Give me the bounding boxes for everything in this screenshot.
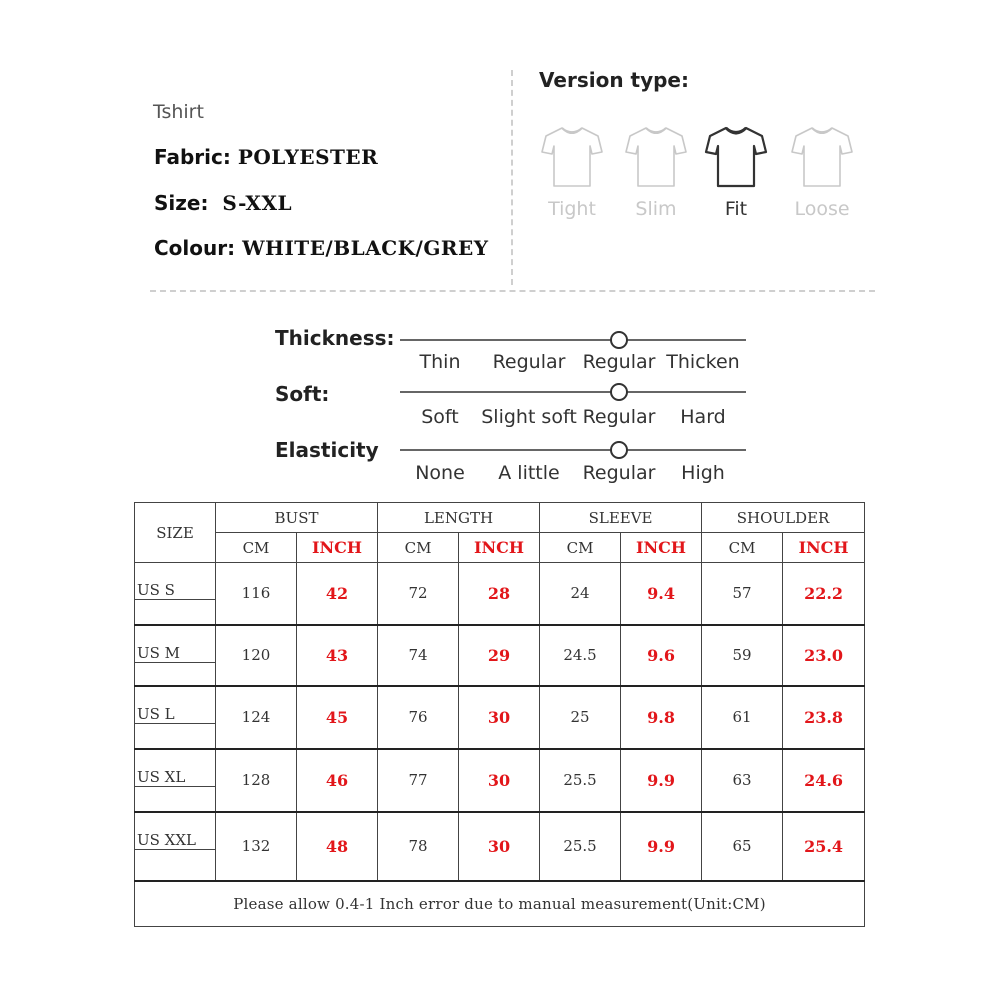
attribute-option: Slight soft (481, 406, 577, 428)
size-range-row (154, 191, 292, 215)
size-name: US XXL (137, 830, 197, 849)
inch-value-cell: 45 (297, 686, 378, 749)
size-name: US M (137, 643, 181, 662)
unit-header-row (135, 533, 865, 563)
attribute-option: Regular (582, 462, 656, 484)
version-type-title: Version type: (539, 68, 689, 92)
attribute-option: Regular (582, 406, 656, 428)
inch-value-cell: 30 (459, 686, 540, 749)
attribute-level-knob-2 (610, 441, 628, 459)
inch-value-cell: 28 (459, 563, 540, 625)
cm-value-cell: 25.5 (540, 812, 621, 881)
cm-value-cell: 57 (702, 563, 783, 625)
group-header-sleeve: SLEEVE (540, 503, 702, 533)
attribute-option: High (681, 462, 725, 484)
cm-value-cell: 63 (702, 749, 783, 812)
inch-value-cell: 46 (297, 749, 378, 812)
size-name: US XL (137, 767, 186, 786)
inch-value-cell: 30 (459, 749, 540, 812)
unit-cm-header: CM (540, 533, 621, 563)
cm-value-cell: 116 (216, 563, 297, 625)
cm-value-cell: 24.5 (540, 625, 621, 686)
size-header: SIZE (135, 503, 216, 563)
group-header-bust: BUST (216, 503, 378, 533)
attribute-track-2 (400, 449, 746, 451)
inch-value-cell: 43 (297, 625, 378, 686)
horizontal-divider (150, 290, 875, 292)
size-cell (135, 812, 216, 881)
version-label-fit: Fit (724, 198, 748, 220)
attribute-label-0: Thickness: (275, 326, 395, 350)
cm-value-cell: 124 (216, 686, 297, 749)
inch-value-cell: 23.0 (783, 625, 865, 686)
unit-cm-header: CM (702, 533, 783, 563)
measurement-note: Please allow 0.4-1 Inch error due to manual measurement(Unit:CM) (135, 881, 865, 927)
inch-value-cell: 9.8 (621, 686, 702, 749)
cm-value-cell: 120 (216, 625, 297, 686)
tshirt-icon-loose (790, 124, 854, 190)
attribute-option: Regular (582, 351, 656, 373)
cm-value-cell: 78 (378, 812, 459, 881)
inch-value-cell: 25.4 (783, 812, 865, 881)
version-label-slim: Slim (635, 198, 677, 220)
inch-value-cell: 29 (459, 625, 540, 686)
cm-value-cell: 61 (702, 686, 783, 749)
cm-value-cell: 25.5 (540, 749, 621, 812)
inch-value-cell: 24.6 (783, 749, 865, 812)
attribute-track-0 (400, 339, 746, 341)
attribute-option: Regular (492, 351, 566, 373)
inch-value-cell: 9.9 (621, 749, 702, 812)
cm-value-cell: 59 (702, 625, 783, 686)
cm-value-cell: 25 (540, 686, 621, 749)
cm-value-cell: 77 (378, 749, 459, 812)
attribute-level-knob-1 (610, 383, 628, 401)
unit-cm-header: CM (216, 533, 297, 563)
fabric-label: Fabric: (154, 145, 231, 169)
cm-value-cell: 132 (216, 812, 297, 881)
cm-value-cell: 72 (378, 563, 459, 625)
attribute-label-2: Elasticity (275, 438, 379, 462)
attribute-label-1: Soft: (275, 382, 330, 406)
cm-value-cell: 65 (702, 812, 783, 881)
table-row (135, 686, 865, 749)
table-row (135, 812, 865, 881)
inch-value-cell: 9.4 (621, 563, 702, 625)
inch-value-cell: 30 (459, 812, 540, 881)
cm-value-cell: 24 (540, 563, 621, 625)
group-header-length: LENGTH (378, 503, 540, 533)
version-label-tight: Tight (548, 198, 596, 220)
size-label: Size: (154, 191, 209, 215)
size-chart-table (134, 502, 865, 927)
colour-row (154, 236, 489, 260)
tshirt-icon-fit (704, 124, 768, 190)
cm-value-cell: 74 (378, 625, 459, 686)
colour-label: Colour: (154, 236, 236, 260)
inch-value-cell: 23.8 (783, 686, 865, 749)
unit-inch-header: INCH (783, 533, 865, 563)
inch-value-cell: 22.2 (783, 563, 865, 625)
vertical-divider (511, 70, 513, 285)
attribute-option: A little (498, 462, 560, 484)
size-name: US L (137, 704, 175, 723)
attribute-level-knob-0 (610, 331, 628, 349)
cm-value-cell: 76 (378, 686, 459, 749)
table-row (135, 563, 865, 625)
size-cell (135, 749, 216, 812)
tshirt-icon-tight (540, 124, 604, 190)
size-value: S-XXL (222, 191, 293, 215)
fabric-value: POLYESTER (237, 145, 379, 169)
attribute-option: None (415, 462, 465, 484)
inch-value-cell: 48 (297, 812, 378, 881)
attribute-track-1 (400, 391, 746, 393)
attribute-option: Thicken (666, 351, 740, 373)
tshirt-icon-slim (624, 124, 688, 190)
attribute-option: Hard (680, 406, 726, 428)
table-row (135, 749, 865, 812)
attribute-option: Soft (421, 406, 459, 428)
attribute-option: Thin (419, 351, 461, 373)
fabric-row (154, 145, 378, 169)
product-name: Tshirt (153, 101, 204, 123)
size-cell (135, 625, 216, 686)
unit-inch-header: INCH (297, 533, 378, 563)
inch-value-cell: 9.6 (621, 625, 702, 686)
unit-inch-header: INCH (459, 533, 540, 563)
inch-value-cell: 9.9 (621, 812, 702, 881)
group-header-shoulder: SHOULDER (702, 503, 865, 533)
unit-inch-header: INCH (621, 533, 702, 563)
size-name: US S (137, 581, 175, 599)
table-row (135, 625, 865, 686)
cm-value-cell: 128 (216, 749, 297, 812)
colour-value: WHITE/BLACK/GREY (242, 236, 489, 260)
unit-cm-header: CM (378, 533, 459, 563)
inch-value-cell: 42 (297, 563, 378, 625)
size-cell (135, 686, 216, 749)
size-cell (135, 563, 216, 625)
version-label-loose: Loose (794, 198, 850, 220)
